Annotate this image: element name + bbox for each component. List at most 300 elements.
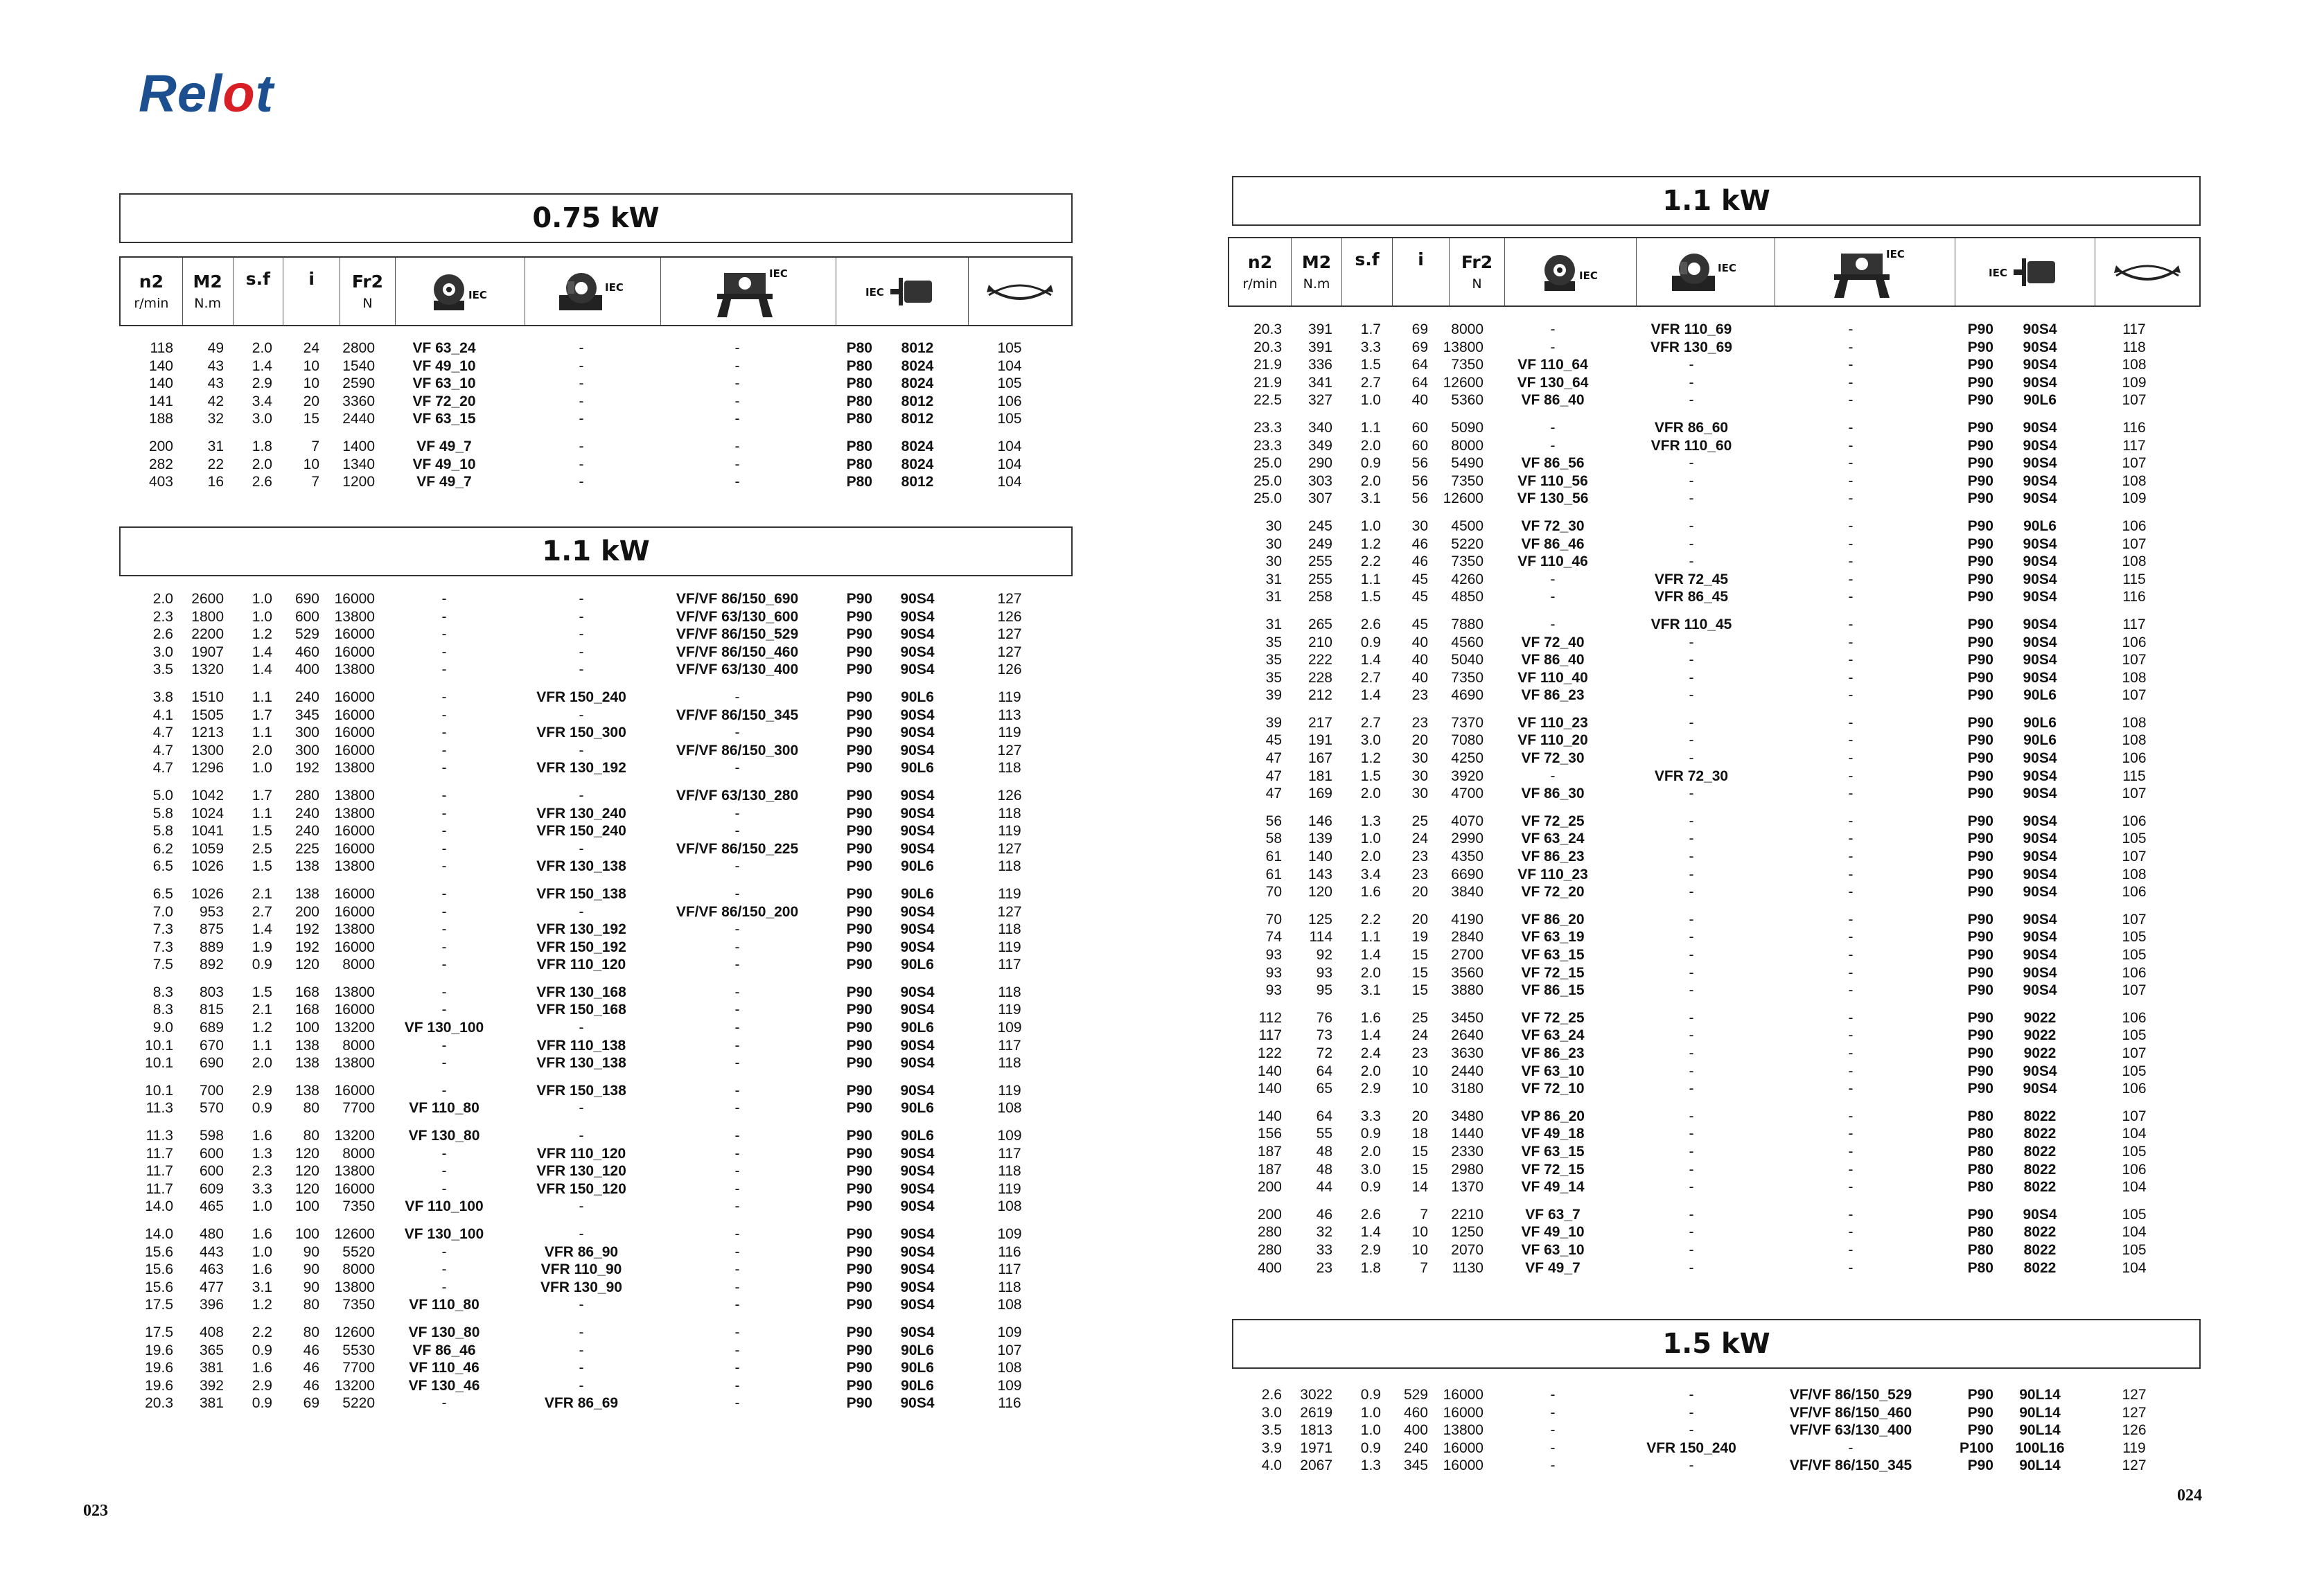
cell-m2: 609 (199, 1180, 224, 1197)
cell-vfvf-model: VF/VF 63/130_400 (676, 662, 799, 678)
cell-motor-flange: P90 (846, 1180, 872, 1197)
cell-motor-type: 90S4 (900, 1037, 935, 1054)
cell-n2: 140 (148, 375, 173, 392)
cell-fr2: 8000 (342, 1037, 375, 1054)
cell-vfvf-model: - (1848, 1081, 1854, 1097)
cell-vf-model: - (441, 787, 447, 804)
cell-i: 45 (1411, 616, 1428, 632)
cell-vf-model: VF 72_25 (1521, 1009, 1585, 1026)
table-row (1228, 1457, 2186, 1475)
cell-m2: 392 (199, 1377, 224, 1394)
cell-fr2: 16000 (334, 644, 375, 660)
cell-motor-flange: P90 (1967, 535, 1993, 552)
cell-vfr-model: - (1689, 687, 1694, 704)
cell-vfr-model: VFR 110_120 (536, 1145, 626, 1162)
cell-sf: 0.9 (252, 1100, 272, 1117)
cell-vf-model: - (441, 840, 447, 857)
cell-vfr-model: - (579, 1342, 584, 1358)
cell-vfr-model: - (1689, 1241, 1694, 1258)
cell-i: 46 (303, 1342, 319, 1358)
table-row (1228, 1108, 2186, 1126)
cell-motor-type: 90S4 (900, 823, 935, 840)
cell-i: 7 (1420, 1259, 1428, 1276)
cell-vf-model: - (441, 644, 447, 660)
cell-i: 40 (1411, 652, 1428, 668)
cell-motor-flange: P90 (846, 1395, 872, 1412)
cell-motor-type: 90S4 (2023, 374, 2057, 391)
cell-m2: 245 (1308, 517, 1332, 534)
cell-n2: 19.6 (145, 1377, 173, 1394)
cell-page-ref: 106 (2122, 1161, 2147, 1178)
iec-motor-icon (836, 258, 969, 325)
cell-motor-flange: P90 (846, 742, 872, 759)
cell-vf-model: - (441, 689, 447, 705)
cell-vfvf-model: - (734, 760, 740, 777)
cell-n2: 15.6 (145, 1261, 173, 1278)
cell-sf: 1.4 (1360, 1027, 1381, 1044)
cell-vfvf-model: - (734, 1297, 740, 1313)
cell-m2: 46 (1316, 1206, 1332, 1223)
cell-n2: 35 (1265, 669, 1282, 686)
cell-fr2: 2070 (1451, 1241, 1484, 1258)
cell-n2: 22.5 (1253, 392, 1282, 409)
table-body-075kw (119, 339, 1061, 501)
table-row (1228, 866, 2186, 884)
cell-fr2: 3360 (342, 393, 375, 409)
cell-m2: 598 (199, 1128, 224, 1144)
cell-m2: 43 (207, 375, 224, 392)
cell-motor-flange: P90 (1967, 813, 1993, 829)
cell-vfr-model: - (579, 1324, 584, 1340)
cell-motor-flange: P90 (1967, 374, 1993, 391)
cell-vfvf-model: - (1848, 687, 1854, 704)
cell-page-ref: 127 (2122, 1387, 2147, 1403)
table-row (1228, 490, 2186, 508)
cell-vfvf-model: - (1848, 1143, 1854, 1160)
cell-vfvf-model: - (1848, 553, 1854, 570)
cell-n2: 11.7 (146, 1145, 173, 1162)
cell-vf-model: VF 86_40 (1521, 392, 1585, 409)
cell-page-ref: 127 (997, 644, 1022, 660)
cell-motor-type: 90S4 (900, 1145, 935, 1162)
worm-gearbox-double-iec-icon (525, 258, 660, 325)
cell-i: 30 (1411, 768, 1428, 784)
cell-motor-type: 90S4 (2023, 768, 2057, 784)
row-group (119, 1324, 1061, 1412)
cell-sf: 2.9 (1360, 1241, 1381, 1258)
cell-motor-type: 90S4 (900, 1180, 935, 1197)
cell-motor-flange: P90 (1967, 1027, 1993, 1044)
cell-vf-model: - (1550, 589, 1556, 605)
cell-vfvf-model: - (1848, 1108, 1854, 1124)
cell-fr2: 1440 (1451, 1126, 1484, 1142)
cell-m2: 1026 (191, 858, 224, 875)
cell-vfvf-model: VF/VF 86/150_529 (676, 626, 799, 643)
cell-n2: 11.7 (146, 1163, 173, 1180)
cell-page-ref: 108 (2122, 866, 2147, 883)
cell-page-ref: 104 (997, 474, 1022, 490)
cell-vfvf-model: - (1848, 517, 1854, 534)
cell-motor-type: 90S4 (2023, 813, 2057, 829)
cell-m2: 258 (1308, 589, 1332, 605)
cell-vfvf-model: - (1848, 714, 1854, 731)
cell-i: 10 (303, 375, 319, 392)
cell-m2: 16 (207, 474, 224, 490)
cell-page-ref: 105 (2122, 831, 2147, 847)
cell-motor-type: 90S4 (2023, 357, 2057, 373)
cell-page-ref: 127 (2122, 1404, 2147, 1421)
cell-vf-model: VF 63_15 (1521, 947, 1585, 963)
cell-page-ref: 108 (2122, 669, 2147, 686)
cell-fr2: 13200 (334, 1377, 375, 1394)
table-row (1228, 1223, 2186, 1241)
column-header-row-left (119, 256, 1073, 326)
cell-fr2: 16000 (1443, 1439, 1484, 1456)
cell-n2: 117 (1258, 1027, 1282, 1044)
cell-i: 80 (303, 1297, 319, 1313)
cell-vfr-model: - (579, 608, 584, 625)
cell-fr2: 7700 (342, 1100, 375, 1117)
cell-m2: 23 (1316, 1259, 1332, 1276)
cell-vfr-model: - (1689, 732, 1694, 749)
cell-m2: 365 (199, 1342, 224, 1358)
cell-motor-flange: P80 (846, 438, 872, 454)
cell-fr2: 2800 (342, 340, 375, 356)
cell-sf: 1.6 (252, 1360, 272, 1376)
cell-fr2: 3840 (1451, 884, 1484, 901)
cell-vfvf-model: - (734, 456, 740, 472)
cell-motor-flange: P90 (1967, 849, 1993, 865)
cell-motor-flange: P90 (1967, 339, 1993, 355)
cell-vf-model: - (441, 984, 447, 1000)
cell-vfvf-model: - (734, 357, 740, 374)
cell-vfr-model: - (1689, 535, 1694, 552)
cell-vfvf-model: - (1848, 571, 1854, 587)
cell-sf: 0.9 (252, 1342, 272, 1358)
cell-n2: 140 (1257, 1081, 1282, 1097)
cell-i: 23 (1411, 849, 1428, 865)
cell-vfvf-model: - (734, 823, 740, 840)
cell-vf-model: VF 63_10 (1521, 1241, 1585, 1258)
cell-sf: 2.5 (252, 840, 272, 857)
cell-motor-type: 90L6 (2023, 714, 2057, 731)
cell-page-ref: 104 (2122, 1259, 2147, 1276)
cell-m2: 217 (1308, 714, 1332, 731)
cell-i: 120 (294, 957, 319, 973)
cell-fr2: 4250 (1451, 750, 1484, 767)
cell-motor-flange: P80 (846, 375, 872, 392)
cell-motor-type: 8022 (2023, 1108, 2057, 1124)
cell-m2: 892 (199, 957, 224, 973)
cell-sf: 1.8 (1360, 1259, 1381, 1276)
cell-n2: 400 (1257, 1259, 1282, 1276)
gearbox-with-base-iec-icon (661, 258, 836, 325)
svg-text:IEC: IEC (768, 267, 788, 280)
worm-gearbox-iec-icon (1505, 238, 1637, 305)
cell-sf: 1.1 (1360, 419, 1381, 436)
cell-vf-model: - (1550, 571, 1556, 587)
cell-i: 60 (1411, 419, 1428, 436)
cell-vf-model: - (1550, 321, 1556, 337)
cell-motor-flange: P90 (1967, 768, 1993, 784)
cell-vf-model: VF 110_56 (1517, 472, 1588, 489)
cell-m2: 93 (1316, 964, 1332, 981)
table-row (119, 1377, 1061, 1395)
cell-n2: 30 (1265, 517, 1282, 534)
cell-m2: 465 (199, 1198, 224, 1215)
cell-vfr-model: - (1689, 866, 1694, 883)
cell-m2: 1813 (1300, 1422, 1332, 1439)
cell-page-ref: 104 (2122, 1224, 2147, 1241)
table-row (119, 956, 1061, 974)
cell-vf-model: VF 110_40 (1517, 669, 1588, 686)
svg-text:IEC: IEC (604, 281, 624, 294)
cell-vf-model: VF 72_10 (1521, 1081, 1585, 1097)
cell-vf-model: VF 63_24 (412, 340, 476, 356)
cell-vf-model: VF 86_23 (1521, 1045, 1585, 1061)
cell-fr2: 16000 (334, 626, 375, 643)
cell-motor-type: 8022 (2023, 1241, 2057, 1258)
cell-vf-model: VF 110_46 (409, 1360, 479, 1376)
cell-n2: 2.0 (152, 591, 173, 607)
cell-vfr-model: - (1689, 1206, 1694, 1223)
cell-motor-flange: P90 (846, 1226, 872, 1242)
cell-motor-flange: P80 (1967, 1126, 1993, 1142)
cell-motor-type: 90S4 (900, 840, 935, 857)
cell-motor-flange: P90 (846, 885, 872, 902)
cell-sf: 1.4 (252, 644, 272, 660)
table-row (119, 1162, 1061, 1180)
cell-vfr-model: VFR 150_138 (536, 1082, 626, 1099)
cell-vf-model: VF 63_7 (1525, 1206, 1581, 1223)
cell-vf-model: - (441, 1395, 447, 1412)
cell-sf: 1.2 (252, 1297, 272, 1313)
cell-motor-flange: P90 (846, 1128, 872, 1144)
cell-vfvf-model: - (1848, 1179, 1854, 1196)
cell-vfr-model: VFR 110_90 (540, 1261, 622, 1278)
cell-page-ref: 106 (2122, 1081, 2147, 1097)
cell-motor-type: 90S4 (900, 1324, 935, 1340)
cell-vfr-model: - (1689, 553, 1694, 570)
table-row (119, 822, 1061, 840)
cell-i: 120 (294, 1145, 319, 1162)
cell-motor-flange: P90 (846, 1198, 872, 1215)
cell-n2: 93 (1265, 982, 1282, 999)
cell-sf: 0.9 (1360, 1179, 1381, 1196)
table-row (119, 1279, 1061, 1297)
cell-fr2: 3630 (1451, 1045, 1484, 1061)
row-group (1228, 714, 2186, 803)
cell-sf: 0.9 (252, 1395, 272, 1412)
cell-sf: 0.9 (1360, 455, 1381, 472)
cell-motor-flange: P90 (846, 903, 872, 920)
cell-i: 23 (1411, 1045, 1428, 1061)
cell-vfvf-model: - (1848, 849, 1854, 865)
cell-m2: 443 (199, 1243, 224, 1260)
table-row (1228, 651, 2186, 669)
cell-page-ref: 108 (2122, 714, 2147, 731)
cell-fr2: 1250 (1451, 1224, 1484, 1241)
table-row (119, 590, 1061, 608)
cell-fr2: 5520 (342, 1243, 375, 1260)
cell-sf: 1.7 (252, 707, 272, 723)
cell-motor-type: 90S4 (2023, 884, 2057, 901)
cell-vfr-model: - (579, 1198, 584, 1215)
cell-sf: 1.4 (1360, 687, 1381, 704)
cell-m2: 210 (1308, 634, 1332, 650)
cell-page-ref: 106 (2122, 517, 2147, 534)
cell-vfvf-model: VF/VF 86/150_460 (1789, 1404, 1912, 1421)
cell-motor-flange: P90 (846, 1342, 872, 1358)
cell-vfvf-model: - (734, 1100, 740, 1117)
cell-fr2: 7700 (342, 1360, 375, 1376)
cell-page-ref: 118 (2122, 339, 2146, 355)
table-row (1228, 982, 2186, 1000)
header-sf: s.f (1342, 238, 1393, 305)
cell-sf: 1.7 (1360, 321, 1381, 337)
cell-vf-model: - (441, 626, 447, 643)
cell-sf: 2.0 (252, 1055, 272, 1072)
cell-i: 30 (1411, 750, 1428, 767)
cell-i: 400 (294, 662, 319, 678)
cell-i: 64 (1411, 374, 1428, 391)
table-body-11kw-left (119, 590, 1061, 1422)
cell-fr2: 1340 (342, 456, 375, 472)
cell-vfr-model: - (579, 787, 584, 804)
row-group (119, 689, 1061, 777)
cell-page-ref: 118 (998, 805, 1021, 822)
cell-sf: 2.9 (252, 1082, 272, 1099)
cell-page-ref: 109 (2122, 490, 2147, 507)
cell-motor-flange: P90 (846, 591, 872, 607)
cell-page-ref: 106 (997, 393, 1022, 409)
cell-i: 168 (294, 1002, 319, 1018)
cell-m2: 55 (1316, 1126, 1332, 1142)
cell-sf: 0.9 (1360, 634, 1381, 650)
cell-sf: 2.0 (252, 456, 272, 472)
cell-motor-type: 8024 (901, 357, 934, 374)
cell-m2: 2067 (1300, 1457, 1332, 1474)
cell-vf-model: - (441, 1243, 447, 1260)
cell-motor-flange: P80 (1967, 1241, 1993, 1258)
cell-vf-model: VF 110_80 (409, 1297, 479, 1313)
cell-fr2: 7080 (1451, 732, 1484, 749)
cell-sf: 1.6 (252, 1128, 272, 1144)
cell-motor-type: 90L6 (901, 957, 934, 973)
cell-fr2: 5040 (1451, 652, 1484, 668)
cell-sf: 3.4 (1360, 866, 1381, 883)
table-row (1228, 1080, 2186, 1098)
cell-sf: 1.3 (1360, 813, 1381, 829)
cell-n2: 20.3 (1253, 339, 1282, 355)
cell-page-ref: 107 (2122, 392, 2147, 409)
cell-motor-flange: P90 (1967, 884, 1993, 901)
cell-n2: 3.0 (1261, 1404, 1282, 1421)
cell-vf-model: - (441, 1145, 447, 1162)
cell-vfr-model: - (1689, 786, 1694, 802)
cell-motor-flange: P90 (1967, 687, 1993, 704)
cell-vfvf-model: - (1848, 419, 1854, 436)
table-row (1228, 553, 2186, 571)
cell-i: 280 (294, 787, 319, 804)
table-row (119, 1082, 1061, 1100)
cell-vfr-model: - (579, 438, 584, 454)
cell-vfvf-model: - (734, 1243, 740, 1260)
cell-vfvf-model: - (734, 984, 740, 1000)
cell-vfr-model: VFR 110_120 (536, 957, 626, 973)
cell-motor-type: 90S4 (2023, 634, 2057, 650)
table-row (1228, 1206, 2186, 1224)
cell-fr2: 2210 (1451, 1206, 1484, 1223)
cell-motor-flange: P90 (846, 984, 872, 1000)
cell-page-ref: 118 (998, 921, 1021, 938)
cell-fr2: 13200 (334, 1128, 375, 1144)
cell-i: 80 (303, 1128, 319, 1144)
cell-page-ref: 119 (2122, 1439, 2146, 1456)
table-row (119, 410, 1061, 428)
cell-vf-model: VF 110_23 (1517, 714, 1588, 731)
cell-motor-flange: P90 (846, 1055, 872, 1072)
cell-page-ref: 104 (997, 357, 1022, 374)
cell-sf: 1.0 (252, 1243, 272, 1260)
cell-page-ref: 109 (997, 1128, 1022, 1144)
cell-i: 400 (1403, 1422, 1428, 1439)
cell-motor-type: 90S4 (2023, 866, 2057, 883)
cell-vf-model: VF 110_23 (1517, 866, 1588, 883)
cell-motor-type: 90S4 (900, 707, 935, 723)
cell-vfvf-model: VF/VF 63/130_400 (1789, 1422, 1912, 1439)
cell-vfr-model: - (1689, 1108, 1694, 1124)
cell-page-ref: 104 (2122, 1126, 2147, 1142)
cell-motor-type: 90S4 (900, 644, 935, 660)
cell-m2: 140 (1308, 849, 1332, 865)
cell-vfr-model: VFR 110_60 (1650, 437, 1732, 454)
cell-motor-type: 90S4 (2023, 652, 2057, 668)
cell-vfr-model: - (579, 1226, 584, 1242)
cell-n2: 35 (1265, 634, 1282, 650)
cell-vfr-model: - (1689, 472, 1694, 489)
cell-vfvf-model: - (734, 1180, 740, 1197)
cell-page-ref: 108 (997, 1360, 1022, 1376)
cell-vfvf-model: - (1848, 964, 1854, 981)
cell-vfr-model: - (1689, 669, 1694, 686)
cell-vf-model: - (1550, 339, 1556, 355)
cell-sf: 1.1 (1360, 929, 1381, 946)
cell-i: 7 (311, 438, 319, 454)
cell-motor-type: 90S4 (2023, 535, 2057, 552)
cell-m2: 95 (1316, 982, 1332, 999)
table-row (119, 1198, 1061, 1216)
cell-vfr-model: VFR 150_240 (536, 689, 626, 705)
cell-sf: 1.4 (252, 921, 272, 938)
cell-i: 10 (303, 456, 319, 472)
table-row (1228, 1421, 2186, 1439)
cell-i: 15 (303, 411, 319, 427)
cell-vfr-model: - (1689, 357, 1694, 373)
cell-sf: 1.4 (252, 357, 272, 374)
cell-vfr-model: VFR 110_45 (1650, 616, 1732, 632)
table-row (119, 1261, 1061, 1279)
table-row (119, 375, 1061, 393)
svg-text:IEC: IEC (1578, 269, 1598, 282)
cell-vf-model: - (441, 1055, 447, 1072)
cell-sf: 2.6 (1360, 616, 1381, 632)
cell-page-ref: 126 (997, 787, 1022, 804)
cell-page-ref: 109 (997, 1377, 1022, 1394)
cell-vfr-model: - (1689, 813, 1694, 829)
cell-page-ref: 118 (998, 858, 1021, 875)
cell-i: 120 (294, 1180, 319, 1197)
